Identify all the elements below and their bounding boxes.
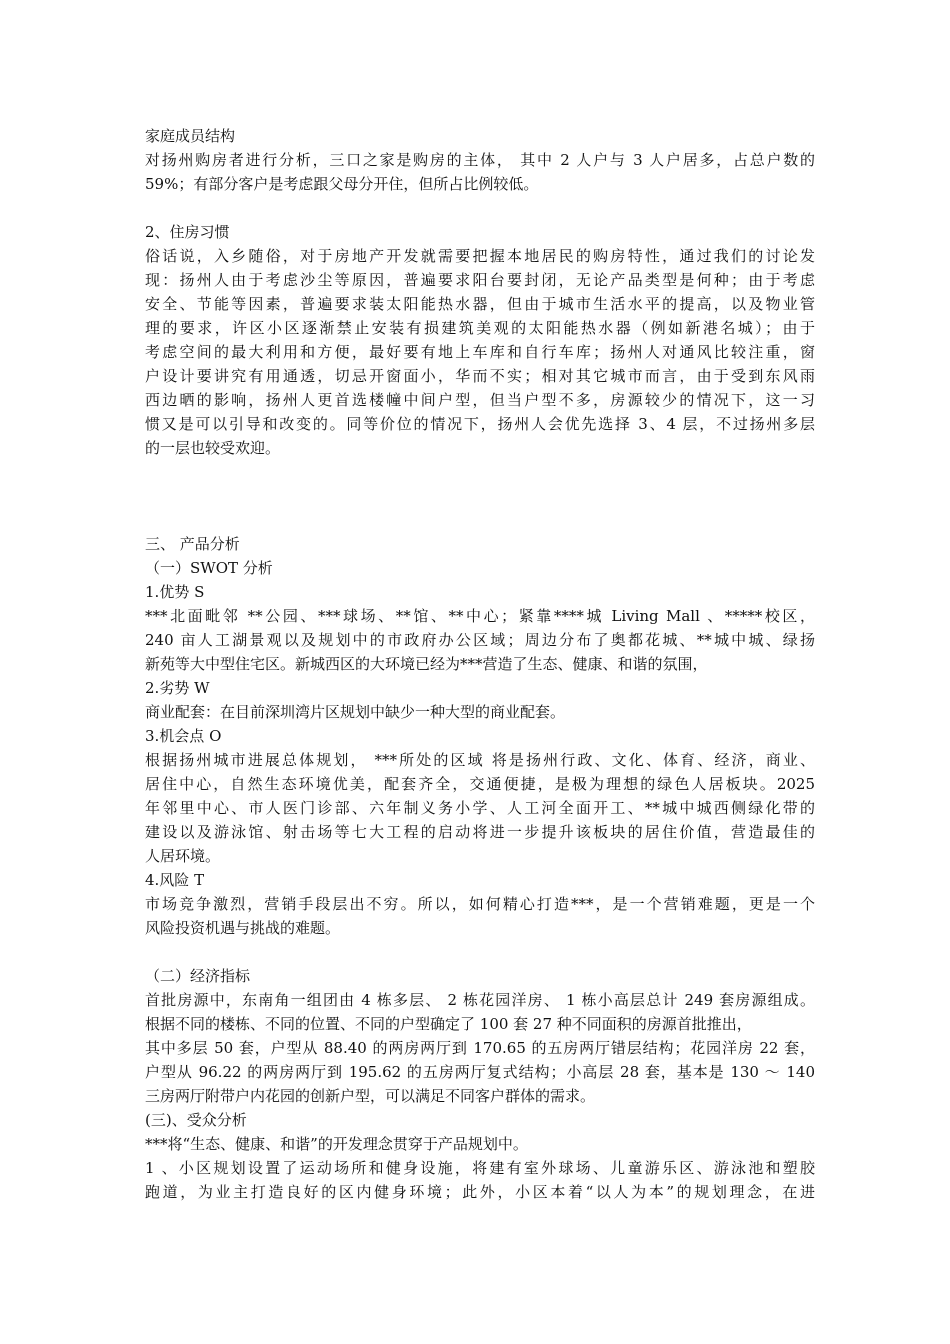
text-line: 三、 产品分析	[145, 535, 240, 553]
blank-line	[145, 508, 815, 532]
text-line: 三房两厅附带户内花园的创新户型，可以满足不同客户群体的需求。	[145, 1087, 596, 1105]
text-line: 人居环境。	[145, 847, 221, 865]
text-line: 跑道，为业主打造良好的区内健身环境；此外，小区本着“以人为本”的规划理念，在进	[145, 1183, 815, 1201]
text-line: 惯又是可以引导和改变的。同等价位的情况下，扬州人会优先选择 3、4 层，不过扬州多层	[145, 415, 815, 433]
text-line: 根据扬州城市进展总体规划， ***所处的区域 将是扬州行政、文化、体育、经济，商业、	[145, 751, 815, 769]
text-line: 家庭成员结构	[145, 127, 236, 145]
blank-line	[145, 940, 815, 964]
text-line: 考虑空间的最大利用和方便，最好要有地上车库和自行车库；扬州人对通风比较注重，窗	[145, 343, 815, 361]
text-line: （二）经济指标	[145, 967, 251, 985]
text-line: 理的要求，许区小区逐渐禁止安装有损建筑美观的太阳能热水器（例如新港名城）；由于	[145, 319, 815, 337]
text-line: ***将“生态、健康、和谐”的开发理念贯穿于产品规划中。	[145, 1135, 528, 1153]
document-body	[145, 124, 815, 1204]
text-line: （一）SWOT 分析	[145, 559, 273, 577]
text-line: 59%；有部分客户是考虑跟父母分开住，但所占比例较低。	[145, 175, 539, 193]
blank-line	[145, 484, 815, 508]
text-line: 3.机会点 O	[145, 727, 222, 745]
text-line: 风险投资机遇与挑战的难题。	[145, 919, 341, 937]
text-line: 其中多层 50 套，户型从 88.40 的两房两厅到 170.65 的五房两厅错层结构；花园洋房 22 套，	[145, 1039, 815, 1057]
text-line: 现：扬州人由于考虑沙尘等原因，普遍要求阳台要封闭，无论产品类型是何种；由于考虑	[145, 271, 815, 289]
text-line: ***北面毗邻 **公园、***球场、**馆、**中心；紧靠****城 Living Mall 、*****校区，	[145, 607, 815, 625]
text-line: 安全、节能等因素，普遍要求装太阳能热水器，但由于城市生活水平的提高，以及物业管	[145, 295, 815, 313]
text-line: 4.风险 T	[145, 871, 205, 889]
text-line: 2.劣势 W	[145, 679, 210, 697]
text-line: 西边晒的影响，扬州人更首选楼幢中间户型，但当户型不多，房源较少的情况下，这一习	[145, 391, 815, 409]
text-line: 年邻里中心、市人医门诊部、六年制义务小学、人工河全面开工、**城中城西侧绿化带的	[145, 799, 815, 817]
text-line: 1.优势 S	[145, 583, 205, 601]
text-line: 的一层也较受欢迎。	[145, 439, 281, 457]
blank-line	[145, 460, 815, 484]
text-line: 居住中心，自然生态环境优美，配套齐全，交通便捷，是极为理想的绿色人居板块。2025	[145, 775, 815, 793]
text-line: 户型从 96.22 的两房两厅到 195.62 的五房两厅复式结构；小高层 28 套，基本是 130 ～ 140	[145, 1063, 815, 1081]
text-line: 建设以及游泳馆、射击场等七大工程的启动将进一步提升该板块的居住价值，营造最佳的	[145, 823, 815, 841]
text-line: 首批房源中，东南角一组团由 4 栋多层、 2 栋花园洋房、 1 栋小高层总计 249 套房源组成。	[145, 991, 815, 1009]
blank-line	[145, 196, 815, 220]
text-line: 根据不同的楼栋、不同的位置、不同的户型确定了 100 套 27 种不同面积的房源首批推出，	[145, 1015, 752, 1033]
text-line: 1 、小区规划设置了运动场所和健身设施，将建有室外球场、儿童游乐区、游泳池和塑胶	[145, 1159, 815, 1177]
text-line: 市场竞争激烈，营销手段层出不穷。所以，如何精心打造***，是一个营销难题，更是一个	[145, 895, 815, 913]
text-line: 户设计要讲究有用通透，切忌开窗面小，华而不实；相对其它城市而言，由于受到东风雨	[145, 367, 815, 385]
text-line: (三)、受众分析	[145, 1111, 247, 1129]
text-line: 240 亩人工湖景观以及规划中的市政府办公区域；周边分布了奥都花城、**城中城、绿扬	[145, 631, 815, 649]
text-line: 新苑等大中型住宅区。新城西区的大环境已经为***营造了生态、健康、和谐的氛围，	[145, 655, 708, 673]
text-line: 对扬州购房者进行分析，三口之家是购房的主体， 其中 2 人户与 3 人户居多，占总户数的	[145, 151, 815, 169]
text-line: 2、住房习惯	[145, 223, 230, 241]
text-line: 俗话说，入乡随俗，对于房地产开发就需要把握本地居民的购房特性，通过我们的讨论发	[145, 247, 815, 265]
text-line: 商业配套：在目前深圳湾片区规划中缺少一种大型的商业配套。	[145, 703, 566, 721]
